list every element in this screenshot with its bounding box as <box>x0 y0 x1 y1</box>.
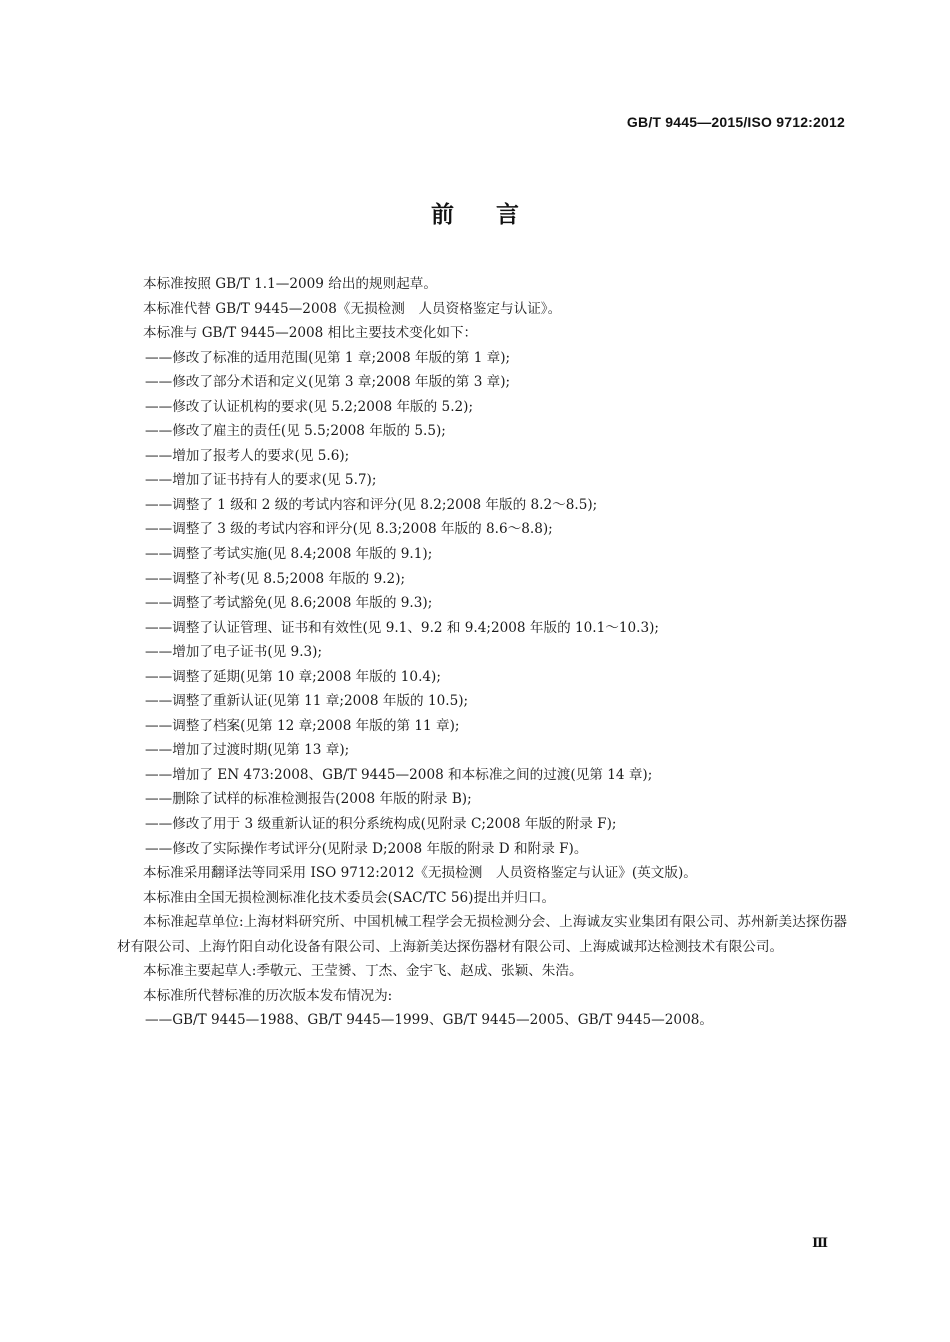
paragraph-drafting-rules: 本标准按照 GB/T 1.1—2009 给出的规则起草。 <box>143 276 437 292</box>
list-item: ——增加了报考人的要求(见 5.6); <box>145 447 350 464</box>
list-item: ——修改了部分术语和定义(见第 3 章;2008 年版的第 3 章); <box>145 374 511 391</box>
list-item: ——修改了雇主的责任(见 5.5;2008 年版的 5.5); <box>145 423 446 440</box>
list-item: ——增加了电子证书(见 9.3); <box>145 644 323 661</box>
list-item: ——删除了试样的标准检测报告(2008 年版的附录 B); <box>145 791 472 808</box>
paragraph-proposer: 本标准由全国无损检测标准化技术委员会(SAC/TC 56)提出并归口。 <box>143 889 556 906</box>
paragraph-replaces: 本标准代替 GB/T 9445—2008《无损检测 人员资格鉴定与认证》。 <box>143 300 562 317</box>
list-item: ——调整了延期(见第 10 章;2008 年版的 10.4); <box>145 668 441 685</box>
foreword-body <box>117 272 847 1033</box>
list-item: ——调整了 1 级和 2 级的考试内容和评分(见 8.2;2008 年版的 8.2～8.5); <box>145 496 598 513</box>
standard-code: GB/T 9445—2015/ISO 9712:2012 <box>626 114 845 130</box>
list-item: ——调整了认证管理、证书和有效性(见 9.1、9.2 和 9.4;2008 年版的 10.1～10.3); <box>145 619 660 636</box>
list-item: ——调整了档案(见第 12 章;2008 年版的第 11 章); <box>145 717 460 734</box>
changes-list <box>117 346 847 861</box>
list-item: ——调整了补考(见 8.5;2008 年版的 9.2); <box>145 570 406 587</box>
list-item: ——修改了用于 3 级重新认证的积分系统构成(见附录 C;2008 年版的附录 F); <box>145 816 617 833</box>
list-item: ——调整了考试豁免(见 8.6;2008 年版的 9.3); <box>145 595 433 612</box>
list-item: ——增加了证书持有人的要求(见 5.7); <box>145 472 377 489</box>
list-item: ——调整了 3 级的考试内容和评分(见 8.3;2008 年版的 8.6～8.8); <box>145 521 553 538</box>
paragraph-changes-intro: 本标准与 GB/T 9445—2008 相比主要技术变化如下： <box>143 325 478 342</box>
paragraph-adoption: 本标准采用翻译法等同采用 ISO 9712:2012《无损检测 人员资格鉴定与认证》(英文版)。 <box>143 865 697 882</box>
history-list <box>117 1008 847 1033</box>
list-item: ——GB/T 9445—1988、GB/T 9445—1999、GB/T 9445—2005、GB/T 9445—2008。 <box>145 1012 713 1029</box>
page-title: 前言 <box>431 202 561 228</box>
list-item: ——增加了 EN 473:2008、GB/T 9445—2008 和本标准之间的过渡(见第 14 章); <box>145 766 653 783</box>
list-item: ——增加了过渡时期(见第 13 章); <box>145 742 350 759</box>
list-item: ——修改了认证机构的要求(见 5.2;2008 年版的 5.2); <box>145 398 474 415</box>
list-item: ——调整了考试实施(见 8.4;2008 年版的 9.1); <box>145 546 433 563</box>
paragraph-history-intro: 本标准所代替标准的历次版本发布情况为: <box>143 987 393 1004</box>
paragraph-drafting-units: 本标准起草单位:上海材料研究所、中国机械工程学会无损检测分会、上海诚友实业集团有限公司、苏州新美达探伤器材有限公司、上海竹阳自动化设备有限公司、上海新美达探伤器材有限公司、上海威诚邦达检测技术有限公司。 <box>117 914 847 955</box>
list-item: ——调整了重新认证(见第 11 章;2008 年版的 10.5); <box>145 693 469 710</box>
page-number: Ⅲ <box>812 1236 828 1251</box>
list-item: ——修改了标准的适用范围(见第 1 章;2008 年版的第 1 章); <box>145 349 511 366</box>
list-item: ——修改了实际操作考试评分(见附录 D;2008 年版的附录 D 和附录 F)。 <box>145 840 588 857</box>
paragraph-drafters: 本标准主要起草人:季敬元、王莹赟、丁杰、金宇飞、赵成、张颖、朱浩。 <box>143 963 583 980</box>
